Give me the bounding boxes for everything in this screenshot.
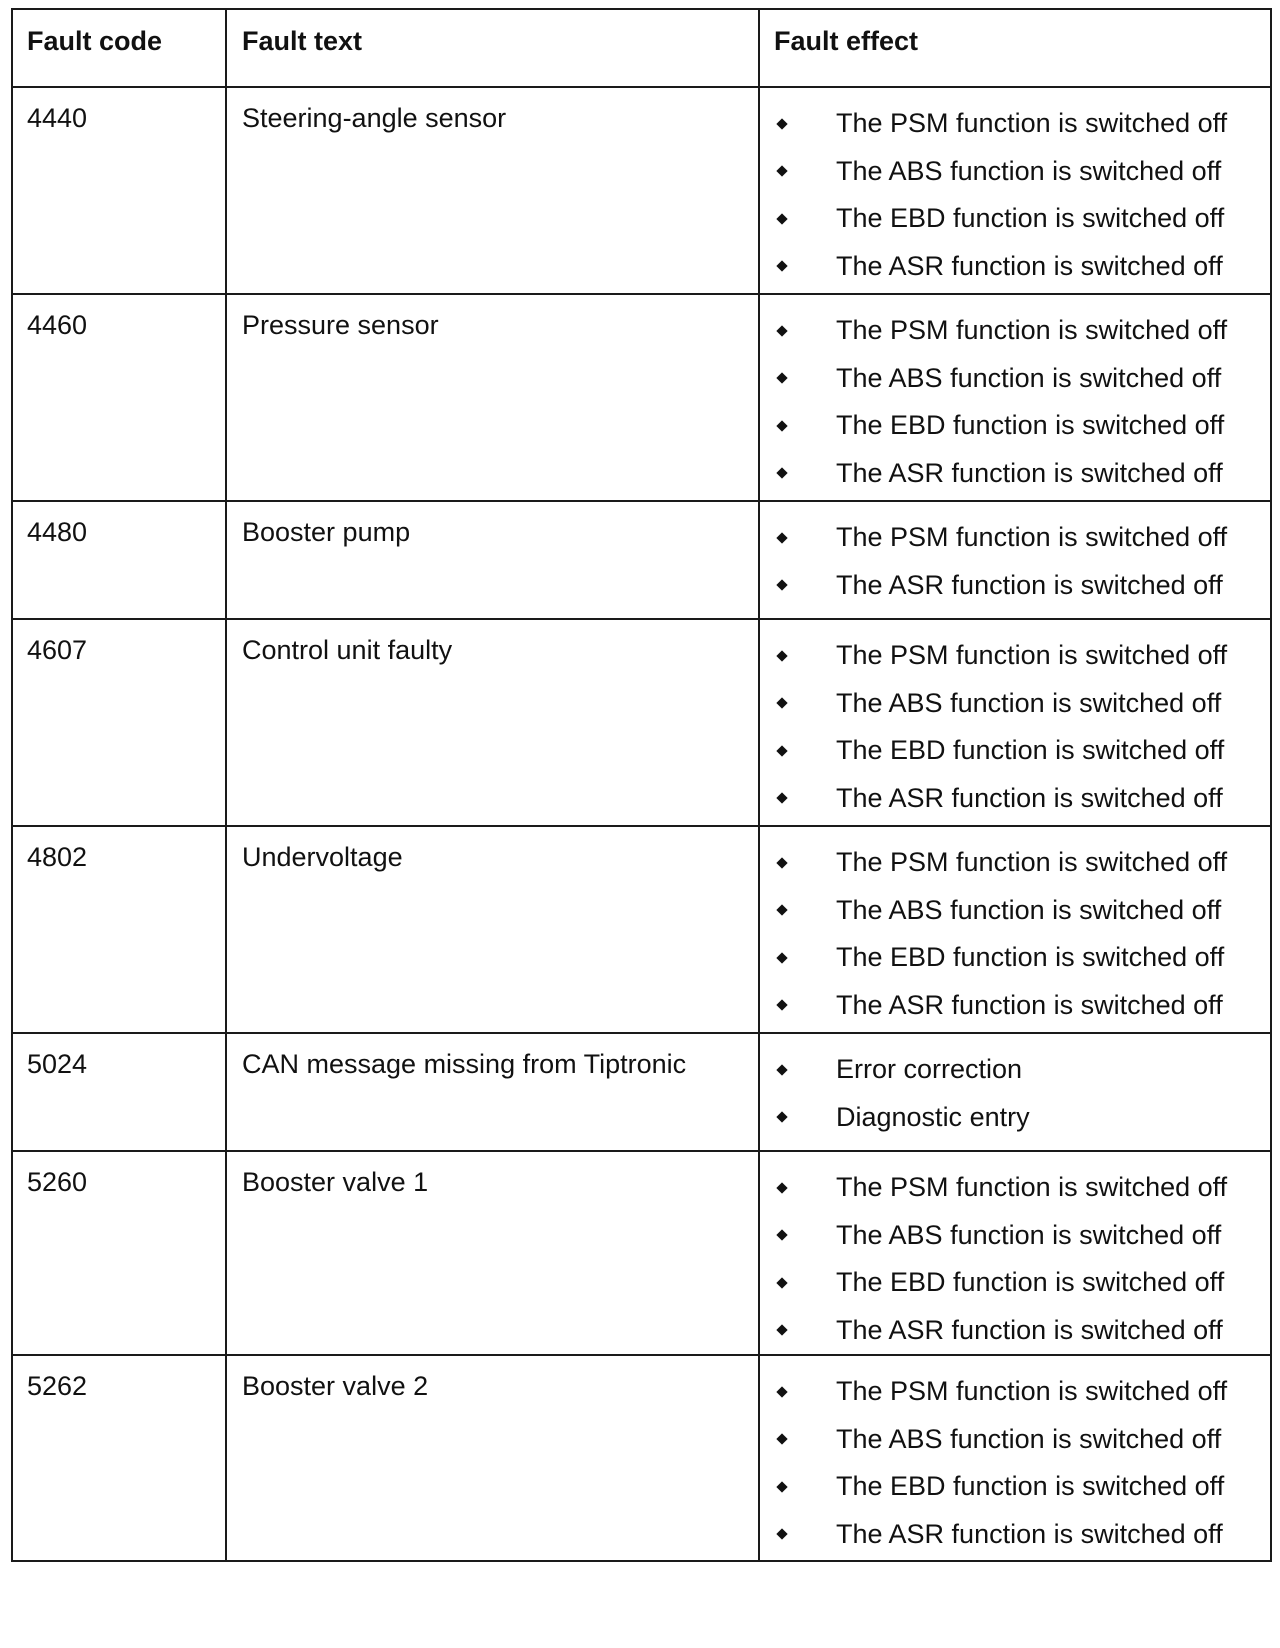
table-row bbox=[12, 1151, 1271, 1355]
header-row bbox=[12, 9, 1271, 87]
header-fault-text: Fault text bbox=[226, 9, 759, 87]
diamond-bullet-icon bbox=[775, 212, 789, 226]
fault-effect-text: The PSM function is switched off bbox=[836, 1172, 1228, 1203]
fault-effect-text: The ABS function is switched off bbox=[836, 687, 1222, 718]
fault-effect-text: The ASR function is switched off bbox=[836, 782, 1223, 813]
header-fault-effect: Fault effect bbox=[759, 9, 1271, 87]
fault-effect-text: The PSM function is switched off bbox=[836, 1376, 1228, 1407]
table-row bbox=[12, 826, 1271, 1033]
fault-effect-text: The PSM function is switched off bbox=[836, 522, 1228, 553]
fault-effect-text: The ASR function is switched off bbox=[836, 1518, 1223, 1549]
fault-text-cell: Control unit faulty bbox=[226, 619, 759, 826]
diamond-bullet-icon bbox=[775, 164, 789, 178]
fault-code-cell: 4460 bbox=[12, 294, 226, 501]
fault-effect-text: The EBD function is switched off bbox=[836, 410, 1225, 441]
fault-text-cell: Booster valve 1 bbox=[226, 1151, 759, 1355]
fault-effect-item bbox=[760, 934, 1270, 982]
fault-effect-text: The ASR function is switched off bbox=[836, 457, 1223, 488]
diamond-bullet-icon bbox=[775, 856, 789, 870]
fault-effect-text: Error correction bbox=[836, 1054, 1023, 1085]
fault-code-cell: 4440 bbox=[12, 87, 226, 294]
fault-effect-item bbox=[760, 402, 1270, 450]
diamond-bullet-icon bbox=[775, 1527, 789, 1541]
fault-effect-item bbox=[760, 450, 1270, 498]
fault-effect-text: The PSM function is switched off bbox=[836, 640, 1228, 671]
table-row bbox=[12, 501, 1271, 619]
fault-effect-item bbox=[760, 887, 1270, 935]
fault-effect-text: The PSM function is switched off bbox=[836, 847, 1228, 878]
fault-effect-item bbox=[760, 982, 1270, 1030]
diamond-bullet-icon bbox=[775, 1181, 789, 1195]
fault-effect-item bbox=[760, 562, 1270, 610]
fault-text-cell: Booster valve 2 bbox=[226, 1355, 759, 1561]
fault-table-body bbox=[12, 87, 1271, 1561]
diamond-bullet-icon bbox=[775, 649, 789, 663]
fault-code-cell: 4802 bbox=[12, 826, 226, 1033]
fault-effect-item bbox=[760, 1164, 1270, 1212]
diamond-bullet-icon bbox=[775, 1063, 789, 1077]
diamond-bullet-icon bbox=[775, 324, 789, 338]
table-row bbox=[12, 1355, 1271, 1561]
fault-effect-cell bbox=[759, 619, 1271, 826]
fault-effect-text: The PSM function is switched off bbox=[836, 108, 1228, 139]
fault-effect-item bbox=[760, 195, 1270, 243]
fault-effect-cell bbox=[759, 1033, 1271, 1151]
diamond-bullet-icon bbox=[775, 466, 789, 480]
fault-effect-text: The ASR function is switched off bbox=[836, 569, 1223, 600]
diamond-bullet-icon bbox=[775, 744, 789, 758]
diamond-bullet-icon bbox=[775, 791, 789, 805]
fault-effect-item bbox=[760, 680, 1270, 728]
fault-effect-text: The EBD function is switched off bbox=[836, 735, 1225, 766]
fault-effect-text: The ASR function is switched off bbox=[836, 250, 1223, 281]
diamond-bullet-icon bbox=[775, 1228, 789, 1242]
diamond-bullet-icon bbox=[775, 419, 789, 433]
fault-effect-text: The PSM function is switched off bbox=[836, 315, 1228, 346]
table-row bbox=[12, 87, 1271, 294]
fault-effect-cell bbox=[759, 1355, 1271, 1561]
diamond-bullet-icon bbox=[775, 951, 789, 965]
fault-effect-text: The EBD function is switched off bbox=[836, 942, 1225, 973]
fault-text-cell: CAN message missing from Tiptronic bbox=[226, 1033, 759, 1151]
fault-effect-text: The EBD function is switched off bbox=[836, 203, 1225, 234]
fault-text-cell: Undervoltage bbox=[226, 826, 759, 1033]
fault-text-cell: Booster pump bbox=[226, 501, 759, 619]
fault-text-cell: Pressure sensor bbox=[226, 294, 759, 501]
fault-code-cell: 4607 bbox=[12, 619, 226, 826]
fault-effect-item bbox=[760, 355, 1270, 403]
fault-effect-item bbox=[760, 243, 1270, 291]
header-fault-code: Fault code bbox=[12, 9, 226, 87]
diamond-bullet-icon bbox=[775, 1323, 789, 1337]
table-row bbox=[12, 1033, 1271, 1151]
fault-effect-text: The ASR function is switched off bbox=[836, 1314, 1223, 1345]
fault-effect-item bbox=[760, 148, 1270, 196]
diamond-bullet-icon bbox=[775, 1276, 789, 1290]
fault-effect-item bbox=[760, 1463, 1270, 1511]
fault-effect-text: The EBD function is switched off bbox=[836, 1267, 1225, 1298]
fault-effect-text: The ASR function is switched off bbox=[836, 989, 1223, 1020]
fault-effect-text: The ABS function is switched off bbox=[836, 1219, 1222, 1250]
fault-effect-item bbox=[760, 307, 1270, 355]
diamond-bullet-icon bbox=[775, 1480, 789, 1494]
fault-effect-item bbox=[760, 839, 1270, 887]
fault-effect-text: The EBD function is switched off bbox=[836, 1471, 1225, 1502]
fault-effect-item bbox=[760, 1259, 1270, 1307]
fault-effect-text: Diagnostic entry bbox=[836, 1101, 1030, 1132]
fault-code-cell: 4480 bbox=[12, 501, 226, 619]
diamond-bullet-icon bbox=[775, 259, 789, 273]
fault-effect-cell bbox=[759, 1151, 1271, 1355]
fault-effect-cell bbox=[759, 87, 1271, 294]
diamond-bullet-icon bbox=[775, 117, 789, 131]
fault-effect-item bbox=[760, 1046, 1270, 1094]
fault-effect-text: The ABS function is switched off bbox=[836, 155, 1222, 186]
fault-effect-item bbox=[760, 632, 1270, 680]
fault-effect-cell bbox=[759, 501, 1271, 619]
diamond-bullet-icon bbox=[775, 998, 789, 1012]
fault-effect-cell bbox=[759, 294, 1271, 501]
fault-effect-text: The ABS function is switched off bbox=[836, 362, 1222, 393]
diamond-bullet-icon bbox=[775, 696, 789, 710]
fault-effect-item bbox=[760, 1368, 1270, 1416]
diamond-bullet-icon bbox=[775, 531, 789, 545]
fault-effect-text: The ABS function is switched off bbox=[836, 1423, 1222, 1454]
fault-effect-item bbox=[760, 727, 1270, 775]
fault-table bbox=[11, 8, 1272, 1562]
fault-effect-item bbox=[760, 1416, 1270, 1464]
fault-effect-item bbox=[760, 1307, 1270, 1355]
fault-code-cell: 5024 bbox=[12, 1033, 226, 1151]
diamond-bullet-icon bbox=[775, 1432, 789, 1446]
diamond-bullet-icon bbox=[775, 903, 789, 917]
fault-code-cell: 5262 bbox=[12, 1355, 226, 1561]
fault-effect-text: The ABS function is switched off bbox=[836, 894, 1222, 925]
fault-effect-cell bbox=[759, 826, 1271, 1033]
diamond-bullet-icon bbox=[775, 371, 789, 385]
fault-effect-item bbox=[760, 514, 1270, 562]
fault-effect-item bbox=[760, 775, 1270, 823]
fault-effect-item bbox=[760, 1094, 1270, 1142]
fault-effect-item bbox=[760, 1212, 1270, 1260]
fault-effect-item bbox=[760, 1511, 1270, 1559]
fault-effect-item bbox=[760, 100, 1270, 148]
fault-code-cell: 5260 bbox=[12, 1151, 226, 1355]
diamond-bullet-icon bbox=[775, 1110, 789, 1124]
fault-text-cell: Steering-angle sensor bbox=[226, 87, 759, 294]
diamond-bullet-icon bbox=[775, 578, 789, 592]
diamond-bullet-icon bbox=[775, 1385, 789, 1399]
table-row bbox=[12, 619, 1271, 826]
table-row bbox=[12, 294, 1271, 501]
